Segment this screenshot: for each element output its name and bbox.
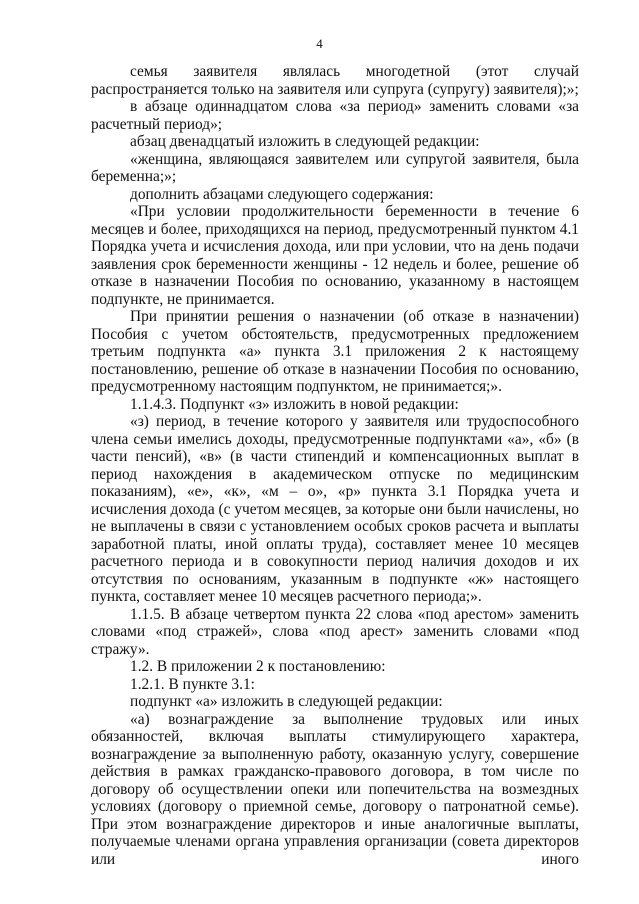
page-number: 4 [316,36,323,51]
paragraph-12: 1.2.1. В пункте 3.1: [130,675,255,693]
paragraph-13: подпункт «а» изложить в следующей редакции: [130,693,443,710]
paragraph-9: «з) период, в течение которого у заявителя или трудоспособного члена семьи имелись доходы, предусмотренные подпунктами «а», «б» (в части пенсий), «в» (в части стипендий и компенсационных выплат в период нахождения в академическом отпуске по медицинским показаниям), «е», «к», «м – о», «р» пункта 3.1 Порядка учета и исчисления дохода (с учетом месяцев, за которые они были начислены, но не выплачены в связи с установлением особых сроков расчета и выплаты заработной платы, иной оплаты труда), составляет менее 10 месяцев расчетного периода и в совокупности период наличия доходов и их отсутствия по основаниям, указанным в подпункте «ж» настоящего пункта, составляет менее 10 месяцев расчетного периода;». [91,413,579,605]
paragraph-2: в абзаце одиннадцатом слова «за период» заменить словами «за расчетный период»; [91,98,579,133]
paragraph-3: абзац двенадцатый изложить в следующей редакции: [130,133,480,150]
document-body [91,63,579,868]
paragraph-14: «а) вознаграждение за выполнение трудовых или иных обязанностей, включая выплаты стимулирующего характера, вознаграждение за выполненную работу, оказанную услугу, совершение действия в рамках гражданско-правового договора, в том числе по договору об осуществлении опеки или попечительства на возмездных условиях (договору о приемной семье, договору о патронатной семье). При этом вознаграждение директоров и иные аналогичные выплаты, получаемые членами органа управления организации (совета директоров или иного [91,710,579,868]
paragraph-10: 1.1.5. В абзаце четвертом пункта 22 слова «под арестом» заменить словами «под стражей», слова «под арест» заменить словами «под стражу». [91,605,579,658]
paragraph-5: дополнить абзацами следующего содержания: [130,185,434,203]
paragraph-11: 1.2. В приложении 2 к постановлению: [130,658,386,675]
paragraph-1: семья заявителя являлась многодетной (этот случай распространяется только на заявителя или супруга (супругу) заявителя);»; [91,63,579,98]
paragraph-8: 1.1.4.3. Подпункт «з» изложить в новой редакции: [130,395,459,413]
paragraph-6: «При условии продолжительности беременности в течение 6 месяцев и более, приходящихся на период, предусмотренный пунктом 4.1 Порядка учета и исчисления дохода, или при условии, что на день подачи заявления срок беременности женщины - 12 недель и более, решение об отказе в назначении Пособия по основанию, указанному в настоящем подпункте, не принимается. [91,203,579,308]
paragraph-4: «женщина, являющаяся заявителем или супругой заявителя, была беременна;»; [91,150,579,185]
paragraph-7: При принятии решения о назначении (об отказе в назначении) Пособия с учетом обстоятельств, предусмотренных предложением третьим подпункта «а» пункта 3.1 приложения 2 к настоящему постановлению, решение об отказе в назначении Пособия по основанию, предусмотренному настоящим подпунктом, не принимается;». [91,308,579,395]
